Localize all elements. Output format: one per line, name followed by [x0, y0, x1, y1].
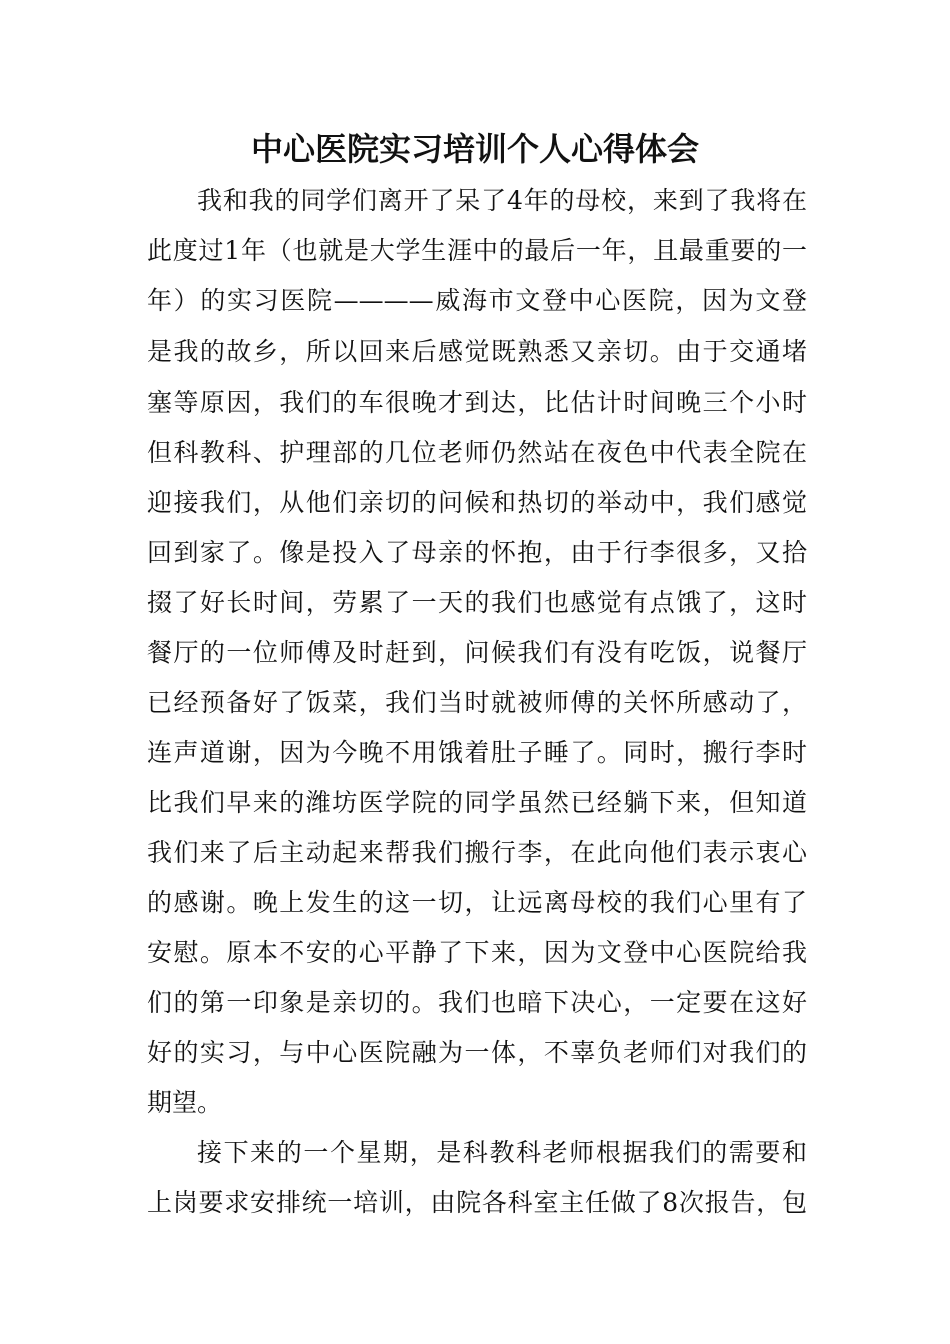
paragraph-line: 但科教科、护理部的几位老师仍然站在夜色中代表全院在 — [147, 438, 807, 467]
paragraph-line: 是我的故乡，所以回来后感觉既熟悉又亲切。由于交通堵 — [147, 337, 807, 366]
paragraph-line: 掇了好长时间，劳累了一天的我们也感觉有点饿了，这时 — [147, 588, 807, 617]
paragraph-line: 餐厅的一位师傅及时赶到，问候我们有没有吃饭，说餐厅 — [147, 638, 807, 667]
paragraph-line: 连声道谢，因为今晚不用饿着肚子睡了。同时，搬行李时 — [147, 738, 807, 767]
paragraph-line: 的感谢。晚上发生的这一切，让远离母校的我们心里有了 — [147, 888, 807, 917]
paragraph-line: 接下来的一个星期，是科教科老师根据我们的需要和 — [197, 1138, 807, 1167]
paragraph-line: 比我们早来的潍坊医学院的同学虽然已经躺下来，但知道 — [147, 788, 807, 817]
paragraph-line: 年）的实习医院————威海市文登中心医院，因为文登 — [147, 286, 807, 315]
paragraph-line: 迎接我们，从他们亲切的问候和热切的举动中，我们感觉 — [147, 488, 807, 517]
paragraph-line: 已经预备好了饭菜，我们当时就被师傅的关怀所感动了， — [147, 688, 807, 717]
paragraph-line: 回到家了。像是投入了母亲的怀抱，由于行李很多，又拾 — [147, 538, 807, 567]
document-title: 中心医院实习培训个人心得体会 — [250, 130, 699, 168]
paragraph-line: 们的第一印象是亲切的。我们也暗下决心，一定要在这好 — [147, 988, 807, 1017]
paragraph-line: 好的实习，与中心医院融为一体，不辜负老师们对我们的 — [147, 1038, 807, 1067]
paragraph-line: 安慰。原本不安的心平静了下来，因为文登中心医院给我 — [147, 938, 807, 967]
paragraph-line: 我和我的同学们离开了呆了4年的母校，来到了我将在 — [197, 186, 807, 215]
paragraph-line: 上岗要求安排统一培训，由院各科室主任做了8次报告，包 — [147, 1188, 807, 1217]
paragraph-line: 期望。 — [147, 1088, 223, 1117]
paragraph-line: 我们来了后主动起来帮我们搬行李，在此向他们表示衷心 — [147, 838, 807, 867]
paragraph-line: 塞等原因，我们的车很晚才到达，比估计时间晚三个小时 — [147, 388, 807, 417]
paragraph-line: 此度过1年（也就是大学生涯中的最后一年，且最重要的一 — [147, 236, 807, 265]
